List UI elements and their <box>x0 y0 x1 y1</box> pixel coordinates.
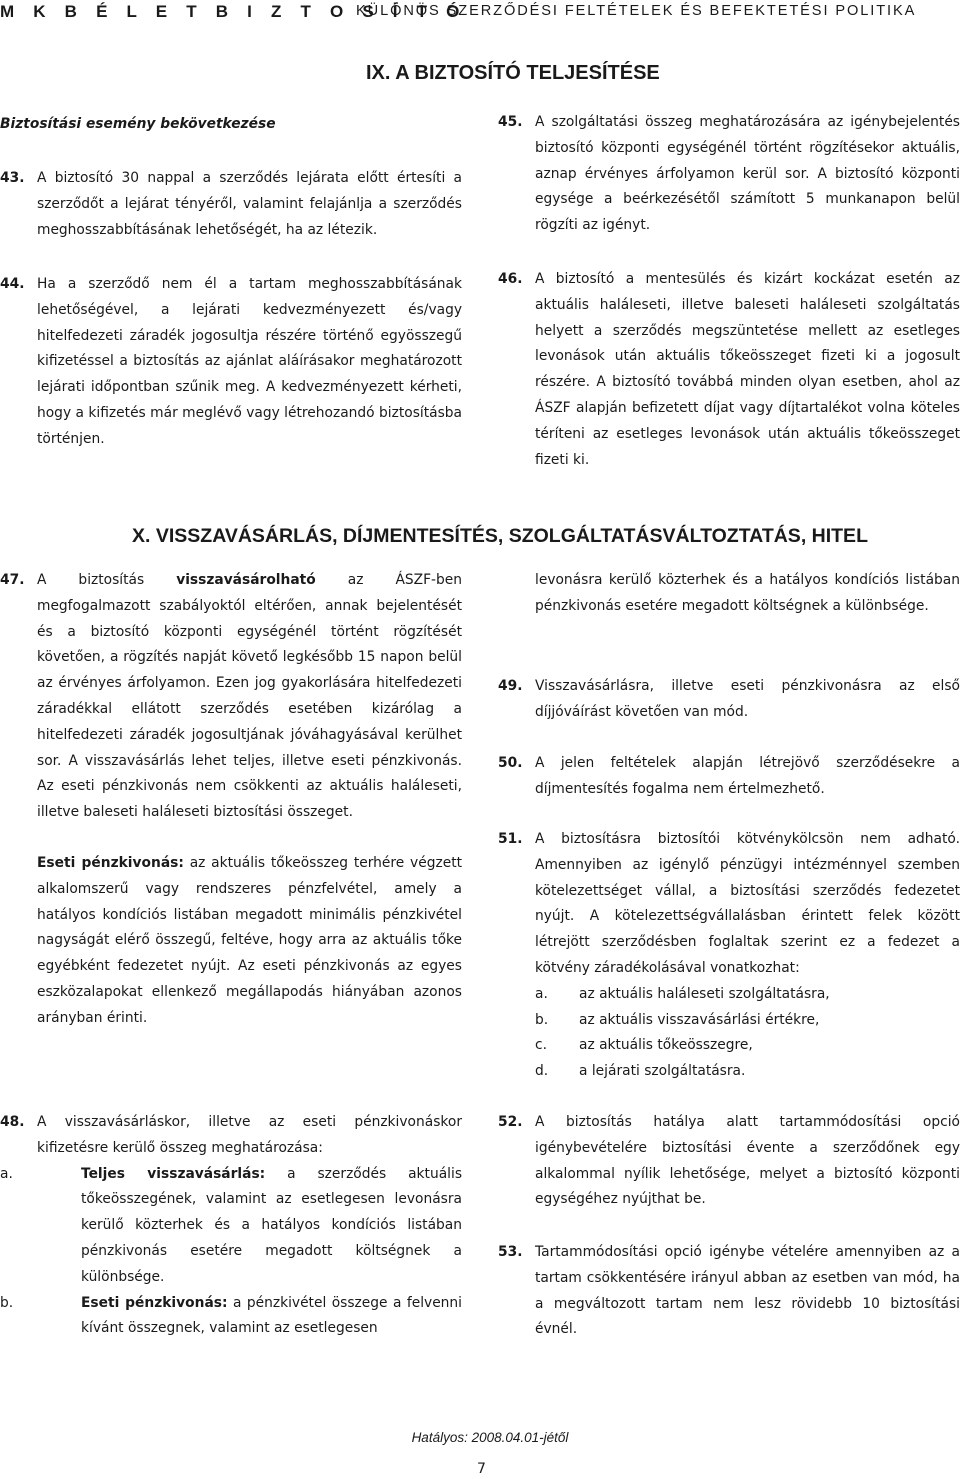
section-9-subtitle: Biztosítási esemény bekövetkezése <box>0 116 276 132</box>
item-number: 48. <box>0 1114 25 1130</box>
item-49 <box>498 674 960 726</box>
item-number: 49. <box>498 678 523 694</box>
term: Eseti pénzkivonás: <box>37 854 184 871</box>
list-item: b. az aktuális visszavásárlási értékre, <box>535 1011 820 1028</box>
sub-item-a: a. Teljes visszavásárlás: a szerződés aktuális tőkeösszegének, valamint az esetlegesen levonásra kerülő közterhek és a hatályos kondíciós listában pénzkivonás esetére megadott költségnek a különbsége. <box>0 1165 463 1285</box>
item-number: 50. <box>498 755 523 771</box>
item-45 <box>498 110 960 239</box>
item-46 <box>498 267 960 473</box>
item-50 <box>498 751 960 803</box>
item-text: Tartammódosítási opció igénybe vételére amennyiben az a tartam csökkentésére irányul abban az esetben van mód, ha a megváltozott tartam nem lesz rövidebb 10 biztosítási évnél. <box>535 1244 960 1338</box>
item-43 <box>0 166 462 243</box>
item-44 <box>0 272 462 453</box>
item-text: Visszavásárlásra, illetve eseti pénzkivonásra az első díjjóváírást követően van mód. <box>535 678 960 720</box>
item-51 <box>498 827 960 1085</box>
item-47-paragraph: A biztosítás visszavásárolható az ÁSZF-ben megfogalmazott szabályoktól eltérően, annak bejelentését és a biztosító központi egységénél történt rögzítését követően, a rögzítés napját követő legkésőbb 15 napon belül az érvényes árfolyamon. Ezen jog gyakorlására hitelfedezeti záradékkal ellátott szerződés esetében kizárólag a hitelfedezeti záradék jogosultjának jóváhagyásával kerülhet sor. A visszavásárlás lehet teljes, illetve eseti pénzkivonás. Az eseti pénzkivonás nem csökkenti az aktuális haláleseti, illetve baleseti haláleseti biztosítási összeget. <box>37 572 462 821</box>
item-number: 53. <box>498 1244 523 1260</box>
item-number: 43. <box>0 170 25 186</box>
item-52 <box>498 1110 960 1213</box>
item-48-continuation: levonásra kerülő közterhek és a hatályos kondíciós listában pénzkivonás esetére megadott költségnek a különbsége. <box>535 572 960 614</box>
item-48 <box>0 1110 462 1342</box>
section-9-title: IX. A BIZTOSÍTÓ TELJESÍTÉSE <box>366 62 660 84</box>
section-10-title: X. VISSZAVÁSÁRLÁS, DÍJMENTESÍTÉS, SZOLGÁLTATÁSVÁLTOZTATÁS, HITEL <box>132 525 868 547</box>
header-brand: M K B É L E T B I Z T O S Í T Ó <box>0 2 467 21</box>
item-text: A szolgáltatási összeg meghatározására az igénybejelentés biztosító központi egységénél történt rögzítésekor aktuális, aznap érvényes árfolyamon kerül sor. A biztosító központi egysége a beérkezésétől számított 5 munkanapon belül rögzíti az igényt. <box>535 114 960 234</box>
item-number: 51. <box>498 831 523 847</box>
footer-effective-date: Hatályos: 2008.04.01-jétől <box>411 1430 569 1445</box>
page-number: 7 <box>477 1461 486 1477</box>
item-48-intro: A visszavásárláskor, illetve az eseti pénzkivonáskor kifizetésre kerülő összeg meghatározása: <box>37 1114 462 1156</box>
header-title: KÜLÖNÖS SZERZŐDÉSI FELTÉTELEK ÉS BEFEKTETÉSI POLITIKA <box>356 3 917 19</box>
item-53 <box>498 1240 960 1343</box>
item-number: 45. <box>498 114 523 130</box>
item-number: 52. <box>498 1114 523 1130</box>
item-text: A biztosítás hatálya alatt tartammódosítási opció igénybevételére biztosítási évente a szerződőnek egy alkalommal nyílik lehetősége, melyet a biztosító központi egységéhez nyújthat be. <box>535 1114 960 1208</box>
keyword: visszavásárolható <box>176 572 316 588</box>
list-item: d. a lejárati szolgáltatásra. <box>535 1063 746 1080</box>
page-header <box>0 0 960 28</box>
item-text: A biztosító a mentesülés és kizárt kockázat esetén az aktuális haláleseti, illetve baleseti haláleseti szolgáltatás helyett a szerződés megszüntetése mellett az esetleges levonások után aktuális tőkeösszeget fizeti ki a jogosult részére. A biztosító továbbá minden olyan esetben, ahol az ÁSZF alapján befizetett díjat vagy díjtartalékot volna köteles téríteni az esetleges levonások után aktuális tőkeösszeget fizeti ki. <box>535 271 960 468</box>
item-number: 44. <box>0 276 25 292</box>
item-text: Ha a szerződő nem él a tartam meghosszabbításának lehetőségével, a lejárati kedvezményezett és/vagy hitelfedezeti záradék jogosultja részére történő egyösszegű kifizetéssel a biztosítás az ajánlat aláírásakor meghatározott lejárati időpontban szűnik meg. A kedvezményezett kérheti, hogy a kifizetés már meglévő vagy létrehozandó biztosításba történjen. <box>37 276 462 447</box>
item-text: A biztosításra biztosítói kötvénykölcsön nem adható. Amennyiben az igénylő pénzügyi intézménnyel szemben kötelezettséget vállal, a biztosítási szerződés fedezetet nyújt. A kötelezettségvállalásban érintett felek között létrejött szerződésben foglaltak szerint ez a fedezet a kötvény záradékolásával vonatkozhat: <box>535 831 960 976</box>
item-text: A jelen feltételek alapján létrejövő szerződésekre a díjmentesítés fogalma nem értelmezhető. <box>535 755 960 797</box>
item-number: 46. <box>498 271 523 287</box>
list-item: a. az aktuális haláleseti szolgáltatásra, <box>535 985 830 1002</box>
item-text: A biztosító 30 nappal a szerződés lejárata előtt értesíti a szerződőt a lejárat tényéről, valamint felajánlja a szerződés meghosszabbításának lehetőségét, ha az létezik. <box>37 170 462 238</box>
sub-item-b: b. Eseti pénzkivonás: a pénzkivétel összege a felvenni kívánt összegnek, valamint az esetlegesen <box>0 1294 463 1337</box>
list-item: c. az aktuális tőkeösszegre, <box>535 1037 753 1054</box>
item-number: 47. <box>0 572 25 588</box>
item-47-paragraph-2: Eseti pénzkivonás: az aktuális tőkeösszeg terhére végzett alkalomszerű vagy rendszeres pénzfelvétel, amely a hatályos kondíciós listában megadott minimális pénzkivétel nagyságát elérő összegű, feltéve, hogy arra az aktuális tőke egyébként fedezetet nyújt. Az eseti pénzkivonás az egyes eszközalapokat ellenkező megállapodás hiányában azonos arányban érinti. <box>37 854 463 1026</box>
item-47 <box>0 568 462 1032</box>
